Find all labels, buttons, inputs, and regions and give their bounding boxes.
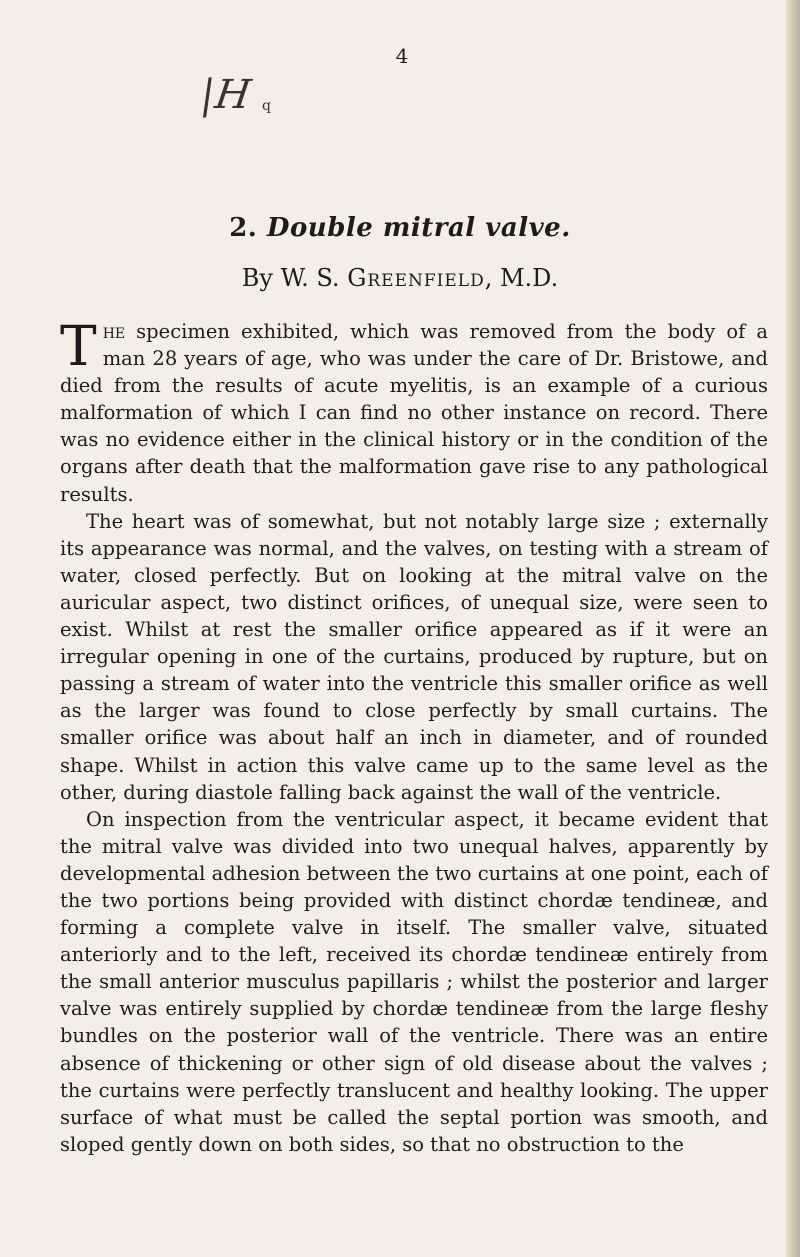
paragraph bbox=[60, 314, 768, 508]
paragraph-1-text: specimen exhibited, which was removed from the body of a man 28 years of age, who was under the care of Dr. Bristowe, and died from the results of acute myelitis, is an example of a curious malformation of which I can find no other instance on record. There was no evidence either in the clinical history or in the condition of the organs after death that the malformation gave rise to any pathological results. bbox=[60, 320, 768, 506]
first-word-rest: he bbox=[102, 320, 126, 343]
article-title bbox=[0, 213, 800, 243]
author-suffix: , M.D. bbox=[484, 264, 559, 292]
author-byline bbox=[0, 264, 800, 292]
page-edge bbox=[786, 0, 800, 1257]
handwritten-mark: q bbox=[262, 98, 271, 114]
byline-prefix: By W. S. bbox=[241, 264, 340, 292]
article-number: 2. bbox=[229, 213, 258, 243]
article-body bbox=[60, 314, 768, 1158]
paragraph: On inspection from the ventricular aspect, it became evident that the mitral valve was divided into two unequal halves, apparently by developmental adhesion between the two curtains at one point, each of the two portions being provided with distinct chordæ tendineæ, and forming a complete valve in itself. The smaller valve, situated anteriorly and to the left, received its chordæ tendineæ entirely from the small anterior musculus papillaris ; whilst the posterior and larger valve was entirely supplied by chordæ tendineæ from the large fleshy bundles on the posterior wall of the ventricle. There was an entire absence of thickening or other sign of old disease about the valves ; the curtains were perfectly translucent and healthy looking. The upper surface of what must be called the septal portion was smooth, and sloped gently down on both sides, so that no obstruction to the bbox=[60, 807, 768, 1156]
page-number: 4 bbox=[395, 44, 409, 68]
drop-cap: T bbox=[60, 314, 97, 378]
paragraph: The heart was of somewhat, but not notably large size ; externally its appearance was normal, and the valves, on testing with a stream of water, closed perfectly. But on looking at the mitral valve on the auricular aspect, two distinct orifices, of unequal size, were seen to exist. Whilst at rest the smaller orifice appeared as if it were an irregular opening in one of the curtains, produced by rupture, but on passing a stream of water into the ventricle this smaller orifice as well as the larger was found to close perfectly by small curtains. The smaller orifice was about half an inch in diameter, and of rounded shape. Whilst in action this valve came up to the same level as the other, during diastole falling back against the wall of the ventricle. bbox=[60, 509, 768, 804]
article-title-text: Double mitral valve. bbox=[266, 213, 571, 243]
handwritten-annotation: |H bbox=[197, 72, 255, 118]
author-name: Greenfield bbox=[347, 264, 485, 292]
